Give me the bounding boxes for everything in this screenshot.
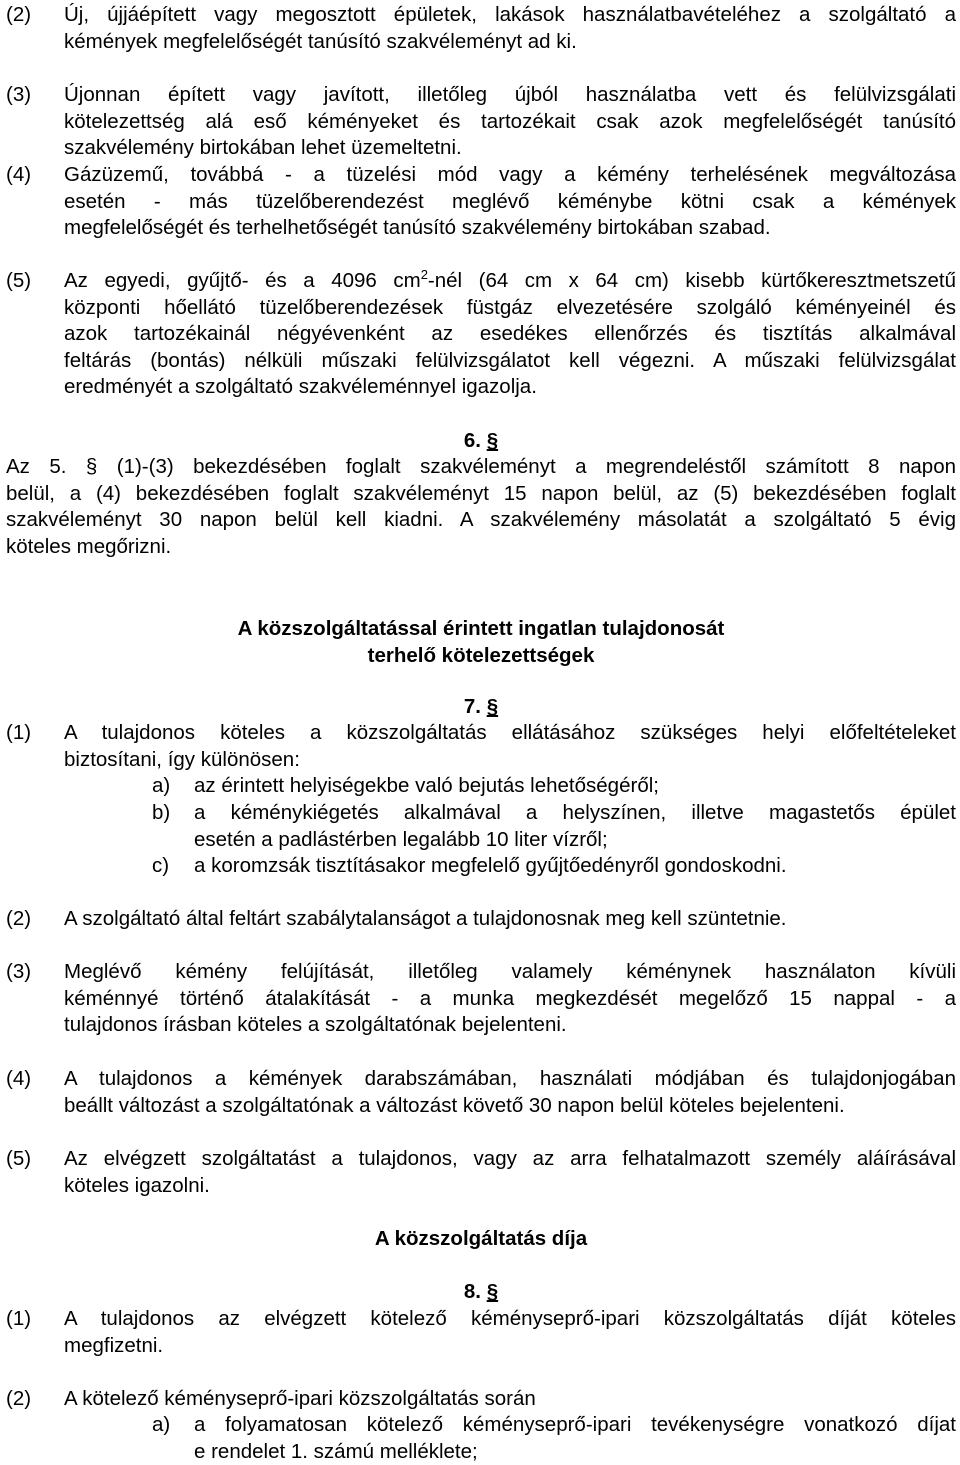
text-line: Az 5. § (1)-(3) bekezdésében foglalt szakvéleményt a megrendeléstől számított 8 napon (6, 455, 956, 478)
text-line: azok tartozékainál négyévenként az esedékes ellenőrzés és tisztítás alkalmával (64, 322, 956, 346)
item-letter: a) (152, 1413, 171, 1436)
text-line: A szolgáltató által feltárt szabálytalanságot a tulajdonosnak meg kell szüntetnie. (64, 907, 787, 930)
chapter-heading (6, 1226, 956, 1253)
text-fragment: Az egyedi, gyűjtő- és a 4096 cm (64, 269, 421, 292)
text-line: a koromzsák tisztításakor megfelelő gyűjtőedényről gondoskodni. (194, 854, 787, 877)
text-line: köteles igazolni. (64, 1173, 210, 1197)
paragraph-number: (4) (6, 163, 32, 186)
text-line: feltárás (bontás) nélküli műszaki felülvizsgálatot kell végezni. A műszaki felülvizsgálat (64, 348, 956, 372)
text-line: biztosítani, így különösen: (64, 747, 300, 771)
paragraph-number: (5) (6, 1147, 32, 1170)
section-number: 8. (463, 1280, 481, 1303)
text-line: megfelelőségét és terhelhetőségét tanúsító szakvélemény birtokában szabad. (64, 216, 771, 240)
paragraph-number: (2) (6, 1387, 32, 1410)
heading-line: A közszolgáltatással érintett ingatlan tulajdonosát (237, 617, 725, 640)
text-line: tulajdonos írásban köteles a szolgáltatónak bejelenteni. (64, 1013, 567, 1037)
section-sign: § (486, 695, 499, 718)
paragraph-text (64, 1306, 956, 1359)
paragraph-text (64, 1386, 956, 1413)
text-line: A tulajdonos a kémények darabszámában, használati módjában és tulajdonjogában (64, 1067, 956, 1090)
text-line: A tulajdonos az elvégzett kötelező kéményseprő-ipari közszolgáltatás díját köteles (64, 1307, 956, 1330)
text-fragment: -nél (64 cm x 64 cm) kisebb kürtőkeresztmetszetű (427, 269, 957, 292)
text-line: beállt változást a szolgáltatónak a változást követő 30 napon belül köteles bejelenteni. (64, 1093, 845, 1117)
text-line: esetén a padlástérben legalább 10 liter vízről; (194, 827, 608, 851)
text-line: köteles megőrizni. (6, 534, 172, 558)
text-line (64, 268, 956, 295)
paragraph-number: (2) (6, 3, 32, 26)
text-line: szakvéleményt 30 napon belül kell kiadni. A szakvélemény másolatát a szolgáltató 5 évig (6, 508, 956, 532)
text-line: Új, újjáépített vagy megosztott épületek, lakások használatbavételéhez a szolgáltató a (64, 3, 956, 26)
text-line: belül, a (4) bekezdésében foglalt szakvéleményt 15 napon belül, az (5) bekezdésében foglalt (6, 481, 956, 505)
text-line: Meglévő kémény felújítását, illetőleg valamely kéménynek használaton kívüli (64, 960, 956, 983)
text-line: a folyamatosan kötelező kéményseprő-ipari tevékenységre vonatkozó díjat (194, 1413, 956, 1436)
text-line: e rendelet 1. számú melléklete; (194, 1439, 478, 1463)
text-line: kémények megfelelőségét tanúsító szakvéleményt ad ki. (64, 29, 577, 53)
item-letter: c) (152, 854, 170, 877)
text-line: szakvélemény birtokában lehet üzemeltetni. (64, 136, 462, 160)
text-line: Az elvégzett szolgáltatást a tulajdonos, vagy az arra felhatalmazott személy aláírásával (64, 1147, 956, 1170)
paragraph-text (64, 268, 956, 401)
superscript: 2 (420, 267, 428, 282)
text-line: Újonnan épített vagy javított, illetőleg újból használatba vett és felülvizsgálati (64, 83, 956, 106)
text-line: A kötelező kéményseprő-ipari közszolgáltatás során (64, 1387, 536, 1410)
text-line: megfizetni. (64, 1333, 164, 1357)
item-text (194, 853, 956, 880)
paragraph-number: (3) (6, 960, 32, 983)
text-line: A tulajdonos köteles a közszolgáltatás ellátásához szükséges helyi előfeltételeket (64, 721, 956, 744)
paragraph-number: (5) (6, 269, 32, 292)
chapter-heading (6, 616, 956, 669)
paragraph-number: (1) (6, 721, 32, 744)
section-6-text (6, 454, 956, 560)
section-heading-7 (6, 694, 956, 721)
heading-line: A közszolgáltatás díja (374, 1227, 588, 1250)
item-letter: b) (152, 801, 171, 824)
text-line: kéménnyé történő átalakítását - a munka megkezdését megelőző 15 nappal - a (64, 986, 956, 1010)
item-text (194, 800, 956, 853)
item-text (194, 1412, 956, 1465)
text-line: az érintett helyiségekbe való bejutás lehetőségéről; (194, 774, 659, 797)
section-number: 6. (463, 429, 481, 452)
paragraph-text (64, 720, 956, 773)
section-sign: § (486, 429, 499, 452)
paragraph-number: (4) (6, 1067, 32, 1090)
section-heading-8 (6, 1279, 956, 1306)
paragraph-text (64, 162, 956, 242)
text-line: a kéménykiégetés alkalmával a helyszínen, illetve magastetős épület (194, 801, 956, 824)
paragraph-text (64, 1066, 956, 1119)
heading-line: terhelő kötelezettségek (367, 643, 595, 667)
item-letter: a) (152, 774, 171, 797)
text-line: Gázüzemű, továbbá - a tüzelési mód vagy a kémény terhelésének megváltozása (64, 163, 956, 186)
section-heading-6 (6, 428, 956, 455)
text-line: eredményét a szolgáltató szakvéleménnyel igazolja. (64, 375, 537, 399)
paragraph-number: (2) (6, 907, 32, 930)
paragraph-text (64, 959, 956, 1039)
paragraph-text (64, 1146, 956, 1199)
paragraph-number: (1) (6, 1307, 32, 1330)
paragraph-text (64, 2, 956, 55)
item-text (194, 773, 956, 800)
paragraph-text (64, 906, 956, 933)
text-line: esetén - más tüzelőberendezést meglévő kéménybe kötni csak a kémények (64, 189, 956, 213)
section-sign: § (486, 1280, 499, 1303)
text-line: kötelezettség alá eső kéményeket és tartozékait csak azok megfelelőségét tanúsító (64, 109, 956, 133)
text-line: központi hőellátó tüzelőberendezések füstgáz elvezetésére szolgáló kéményeinél és (64, 295, 956, 319)
section-number: 7. (463, 695, 481, 718)
paragraph-text (64, 82, 956, 162)
paragraph-number: (3) (6, 83, 32, 106)
